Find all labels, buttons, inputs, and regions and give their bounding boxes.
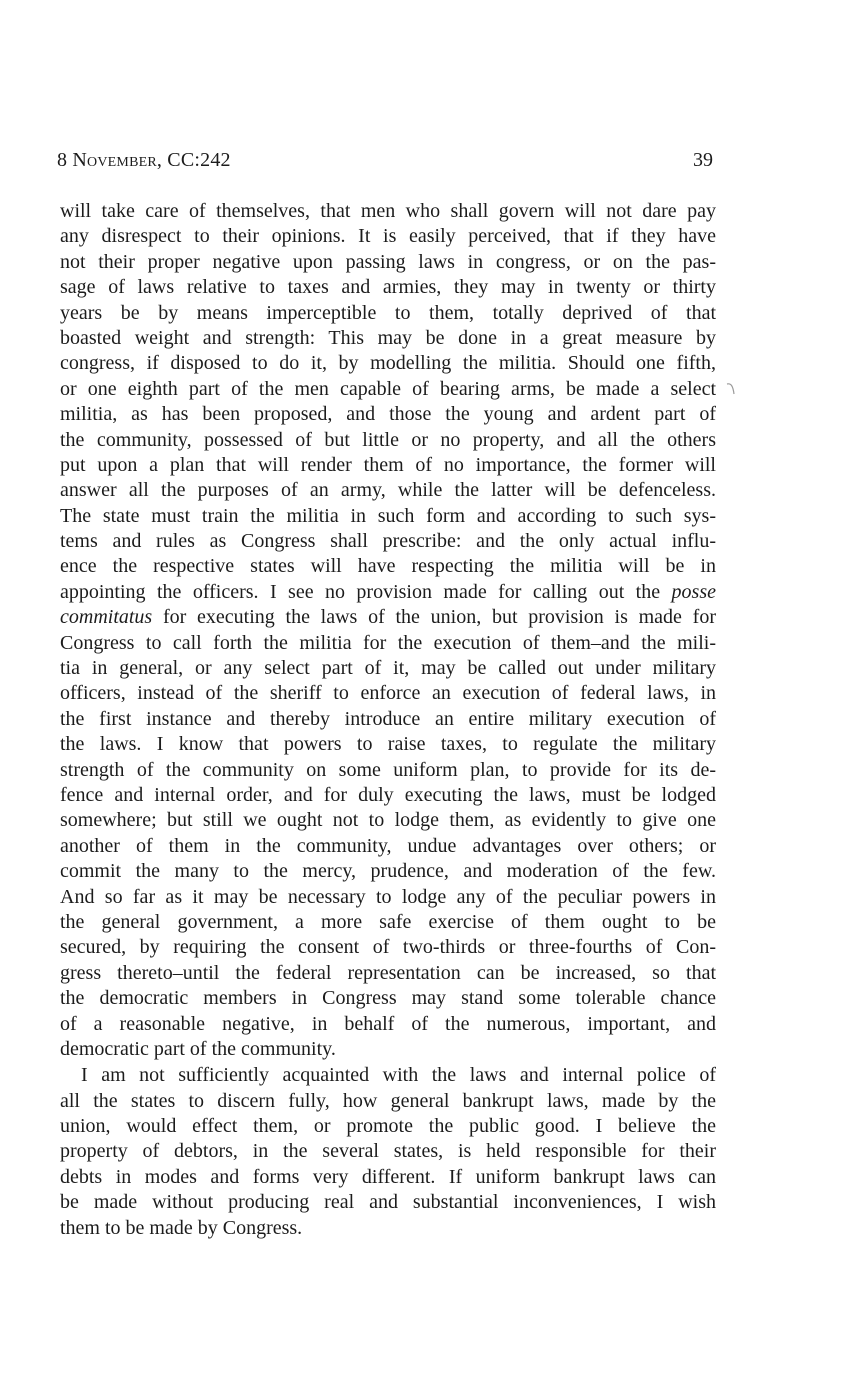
text-line: property of debtors, in the several states, is held responsible for their [60,1140,716,1163]
running-head-doc-ref: , CC:242 [156,149,231,171]
text-line: them to be made by Congress. [60,1216,303,1239]
paragraph-2 [60,1063,716,1241]
margin-pencil-mark [726,382,736,396]
running-head-date: 8 [57,149,73,171]
text-line: commit the many to the mercy, prudence, and moderation of the few. [60,860,716,883]
text-line: congress, if disposed to do it, by modelling the militia. Should one fifth, [60,352,716,375]
running-head-month: November [72,149,157,171]
text-line: debts in modes and forms very different. If uniform bankrupt laws can [60,1165,716,1188]
text-line: not their proper negative upon passing laws in congress, or on the pas- [60,250,716,273]
running-head [57,146,713,174]
text-line: tems and rules as Congress shall prescribe: and the only actual influ- [60,530,716,553]
text-line: fence and internal order, and for duly executing the laws, must be lodged [60,783,716,806]
text-line: boasted weight and strength: This may be done in a great measure by [60,326,716,349]
text-line: answer all the purposes of an army, while the latter will be defenceless. [60,479,716,502]
italic-term-posse: posse [671,580,716,603]
text-line: And so far as it may be necessary to lodge any of the peculiar powers in [60,885,716,908]
body-text [60,199,716,1241]
text-line: any disrespect to their opinions. It is easily perceived, that if they have [60,225,716,248]
paragraph-1 [60,199,716,1062]
text-line: the general government, a more safe exercise of them ought to be [60,910,716,933]
text-line: ence the respective states will have respecting the militia will be in [60,555,716,578]
text-line: sage of laws relative to taxes and armies, they may in twenty or thirty [60,276,716,299]
text-line: the community, possessed of but little or no property, and all the others [60,428,716,451]
text-line: Congress to call forth the militia for the execution of them–and the mili- [60,631,716,654]
text-line: be made without producing real and substantial inconveniences, I wish [60,1191,716,1214]
text-line: militia, as has been proposed, and those the young and ardent part of [60,403,716,426]
text-line: or one eighth part of the men capable of bearing arms, be made a select [60,377,716,400]
text-line: officers, instead of the sheriff to enforce an execution of federal laws, in [60,682,716,705]
text-line: all the states to discern fully, how general bankrupt laws, made by the [60,1089,716,1112]
text-line: another of them in the community, undue advantages over others; or [60,834,716,857]
text-line: secured, by requiring the consent of two-thirds or three-fourths of Con- [60,936,716,959]
text-line: will take care of themselves, that men who shall govern will not dare pay [60,200,716,222]
text-line-posse [60,580,716,605]
text-line: the democratic members in Congress may stand some tolerable chance [60,987,716,1010]
text-line: somewhere; but still we ought not to lodge them, as evidently to give one [60,809,716,832]
text-line: I am not sufficiently acquainted with the laws and internal police of [81,1064,716,1087]
text-line: strength of the community on some uniform plan, to provide for its de- [60,758,716,781]
text-segment: appointing the officers. I see no provision made for calling out the [60,580,661,603]
text-line: of a reasonable negative, in behalf of the numerous, important, and [60,1012,716,1035]
text-line: democratic part of the community. [60,1037,336,1060]
text-line: union, would effect them, or promote the public good. I believe the [60,1115,716,1138]
italic-term-commitatus: commitatus [60,606,153,629]
text-line: the first instance and thereby introduce an entire military execution of [60,707,716,730]
text-line: The state must train the militia in such form and according to such sys- [60,504,716,527]
text-line: gress thereto–until the federal representation can be increased, so that [60,961,716,984]
text-segment: for executing the laws of the union, but provision is made for [162,606,716,629]
text-line: tia in general, or any select part of it, may be called out under military [60,657,716,680]
text-line: the laws. I know that powers to raise taxes, to regulate the military [60,733,716,756]
text-line-commitatus [60,605,716,630]
text-line: put upon a plan that will render them of no importance, the former will [60,453,716,476]
running-head-title [57,146,231,174]
page-number: 39 [693,149,713,171]
text-line: years be by means imperceptible to them, totally deprived of that [60,301,716,324]
